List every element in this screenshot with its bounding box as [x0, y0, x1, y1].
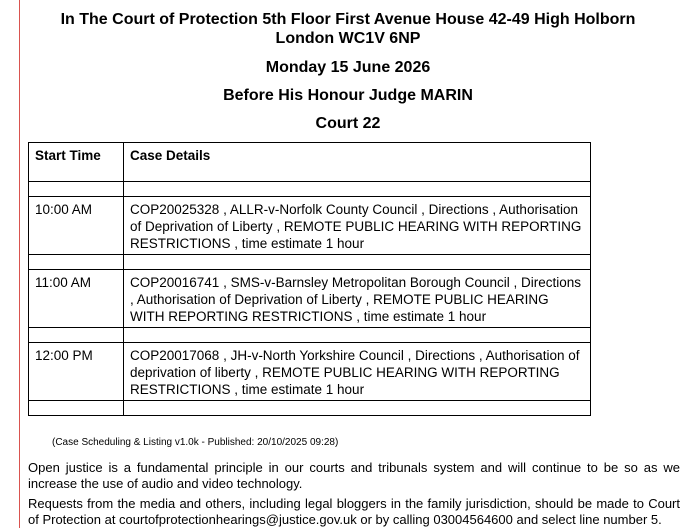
- court-address-line2: London WC1V 6NP: [275, 30, 421, 47]
- table-row: [29, 197, 591, 255]
- start-time-header: Start Time: [29, 143, 124, 182]
- case-details-header: Case Details: [124, 143, 591, 182]
- hearing-table: [28, 142, 591, 416]
- table-header-row: [29, 143, 591, 182]
- open-justice-paragraph: Open justice is a fundamental principle in our courts and tribunals system and will continue to be so as we increase the use of audio and video technology.: [28, 460, 680, 491]
- table-spacer-row: [29, 182, 591, 197]
- case-details: COP20017068 , JH-v-North Yorkshire Council , Directions , Authorisation of deprivation of liberty , REMOTE PUBLIC HEARING WITH REPORTING RESTRICTIONS , time estimate 1 hour: [124, 343, 591, 401]
- listing-date: Monday 15 June 2026: [265, 59, 431, 76]
- case-details: COP20025328 , ALLR-v-Norfolk County Council , Directions , Authorisation of Deprivation of Liberty , REMOTE PUBLIC HEARING WITH REPORTING RESTRICTIONS , time estimate 1 hour: [124, 197, 591, 255]
- hearing-time: 11:00 AM: [29, 270, 124, 328]
- hearing-time: 10:00 AM: [29, 197, 124, 255]
- hearing-time: 12:00 PM: [29, 343, 124, 401]
- page-margin-line: [19, 0, 20, 528]
- table-spacer-row: [29, 255, 591, 270]
- court-address-line1: In The Court of Protection 5th Floor First Avenue House 42-49 High Holborn: [60, 11, 636, 28]
- judge-name: Before His Honour Judge MARIN: [223, 87, 473, 104]
- case-details: COP20016741 , SMS-v-Barnsley Metropolitan Borough Council , Directions , Authorisation of Deprivation of Liberty , REMOTE PUBLIC HEARING WITH REPORTING RESTRICTIONS , time estimate 1 hour: [124, 270, 591, 328]
- media-requests-paragraph: Requests from the media and others, including legal bloggers in the family jurisdiction, should be made to Court of Protection at courtofprotectionhearings@justice.gov.uk or by calling 03004564600 and select line number 5.: [28, 496, 680, 527]
- court-number: Court 22: [315, 115, 381, 132]
- published-note: (Case Scheduling & Listing v1.0k - Published: 20/10/2025 09:28): [52, 437, 339, 448]
- table-spacer-row: [29, 401, 591, 416]
- table-row: [29, 343, 591, 401]
- court-address: [28, 10, 668, 48]
- table-row: [29, 270, 591, 328]
- table-spacer-row: [29, 328, 591, 343]
